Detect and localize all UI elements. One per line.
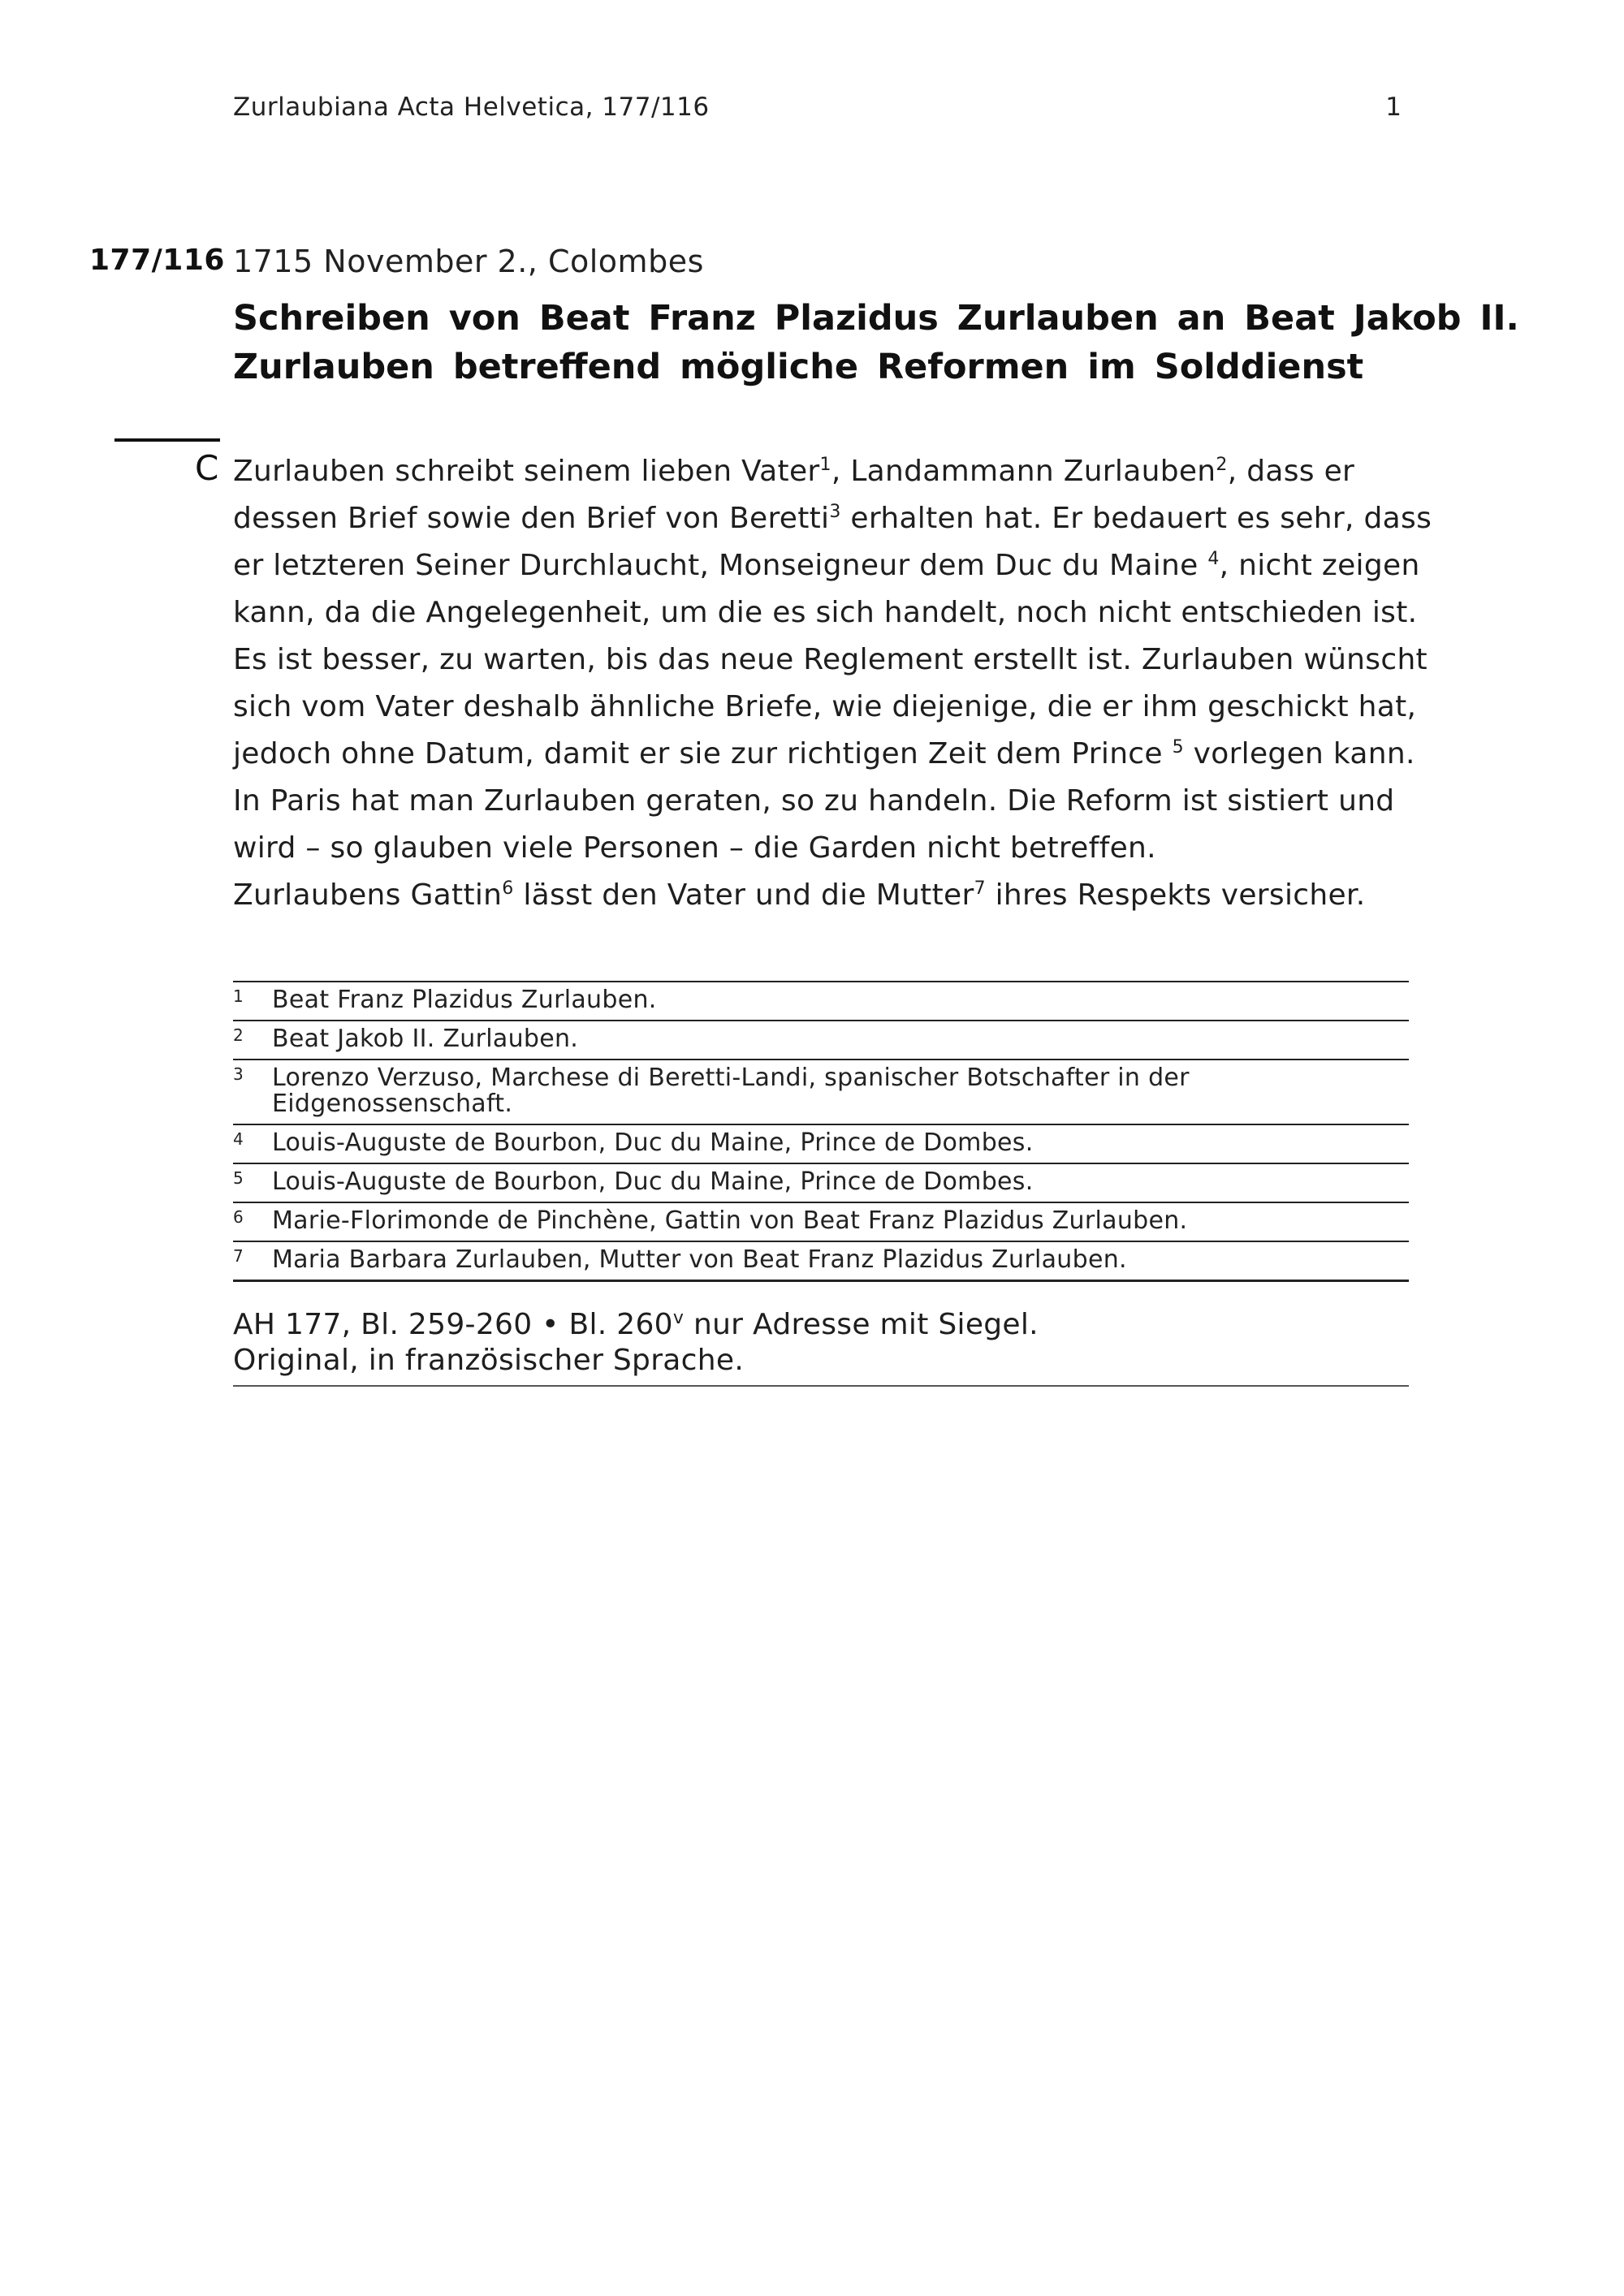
footnote-number: 5 [233,1168,244,1188]
footnote-text: Lorenzo Verzuso, Marchese di Beretti-Landi, spanischer Botschafter in der Eidgenossenschaft. [272,1064,1190,1118]
summary-line [233,542,1419,589]
summary-text-run: sich vom Vater deshalb ähnliche Briefe, wie diejenige, die er ihm geschickt hat, [233,690,1417,723]
footnote [233,1202,1409,1241]
footnote-text: Marie-Florimonde de Pinchène, Gattin von Beat Franz Plazidus Zurlauben. [272,1206,1188,1235]
footnote-text: Louis-Auguste de Bourbon, Duc du Maine, Prince de Dombes. [272,1129,1034,1157]
footnote-text: Beat Jakob II. Zurlauben. [272,1025,579,1053]
margin-letter: C [195,448,219,488]
running-title: Zurlaubiana Acta Helvetica, 177/116 [233,93,710,122]
footnote-text: Louis-Auguste de Bourbon, Duc du Maine, Prince de Dombes. [272,1167,1034,1196]
source-remark: nur Adresse mit Siegel. [684,1308,1039,1341]
summary-text-run: erhalten hat. Er bedauert es sehr, dass [840,502,1432,535]
footnote-ref[interactable]: 7 [974,878,986,899]
footnote [233,981,1409,1020]
footnote [233,1163,1409,1202]
footnote-text: Maria Barbara Zurlauben, Mutter von Beat Franz Plazidus Zurlauben. [272,1245,1127,1274]
footnote-ref[interactable]: 5 [1172,737,1184,757]
margin-rule [114,438,220,442]
summary-text-run: dessen Brief sowie den Brief von Beretti [233,502,830,535]
entry-number: 177/116 [89,244,225,277]
summary-line [233,778,1419,825]
source-note [233,1307,1409,1387]
entry-title-line: Zurlauben betreffend mögliche Reformen im Solddienst [233,347,1364,387]
summary-text-run: er letzteren Seiner Durchlaucht, Monseigneur dem Duc du Maine [233,549,1208,582]
footnote-ref[interactable]: 2 [1216,455,1228,475]
summary-line [233,825,1419,872]
summary-text-run: vorlegen kann. [1183,737,1415,770]
entry-title-line: Schreiben von Beat Franz Plazidus Zurlauben an Beat Jakob II. [233,298,1519,339]
summary-text-run: In Paris hat man Zurlauben geraten, so zu handeln. Die Reform ist sistiert und [233,784,1395,818]
summary-text-run: , dass er [1227,455,1355,488]
page-number: 1 [1385,93,1402,122]
summary-line [233,684,1419,731]
footnote [233,1059,1409,1124]
entry-title [233,294,1519,391]
summary-line [233,448,1419,495]
footnote [233,1124,1409,1163]
summary-text-run: , Landammann Zurlauben [831,455,1216,488]
summary-text-run: ihres Respekts versicher. [985,878,1366,912]
summary-text-run: , nicht zeigen [1219,549,1420,582]
footnotes-list [233,981,1409,1282]
footnote-number: 2 [233,1025,244,1045]
footnote [233,1241,1409,1282]
source-reference: AH 177, Bl. 259-260 • Bl. 260 [233,1308,673,1341]
source-line-1 [233,1307,1409,1343]
footnote-ref[interactable]: 3 [829,502,841,522]
summary-line [233,495,1432,542]
footnote-ref[interactable]: 6 [502,878,514,899]
footnote-number: 7 [233,1246,244,1266]
footnote-number: 4 [233,1129,244,1149]
summary-text-run: Zurlauben schreibt seinem lieben Vater [233,455,820,488]
footnote-ref[interactable]: 1 [819,455,831,475]
source-line-2: Original, in französischer Sprache. [233,1344,745,1377]
footnote-text: Beat Franz Plazidus Zurlauben. [272,986,657,1014]
summary-text [233,448,1432,919]
summary-line [233,872,1419,919]
footnote-number: 6 [233,1207,244,1227]
summary-text-run: Zurlaubens Gattin [233,878,503,912]
footnote-ref[interactable]: 4 [1207,549,1220,569]
entry-date-place: 1715 November 2., Colombes [233,244,704,279]
summary-text-run: kann, da die Angelegenheit, um die es sich handelt, noch nicht entschieden ist. [233,596,1418,629]
summary-line [233,637,1427,684]
summary-line [233,589,1419,637]
summary-line [233,731,1419,778]
footnote [233,1020,1409,1059]
summary-text-run: jedoch ohne Datum, damit er sie zur richtigen Zeit dem Prince [233,737,1173,770]
footnote-number: 1 [233,986,244,1006]
summary-text-run: lässt den Vater und die Mutter [513,878,974,912]
summary-text-run: wird – so glauben viele Personen – die Garden nicht betreffen. [233,831,1156,865]
summary-text-run: Es ist besser, zu warten, bis das neue Reglement erstellt ist. Zurlauben wünscht [233,643,1427,676]
footnote-number: 3 [233,1064,244,1084]
source-verso-mark: v [672,1308,685,1328]
